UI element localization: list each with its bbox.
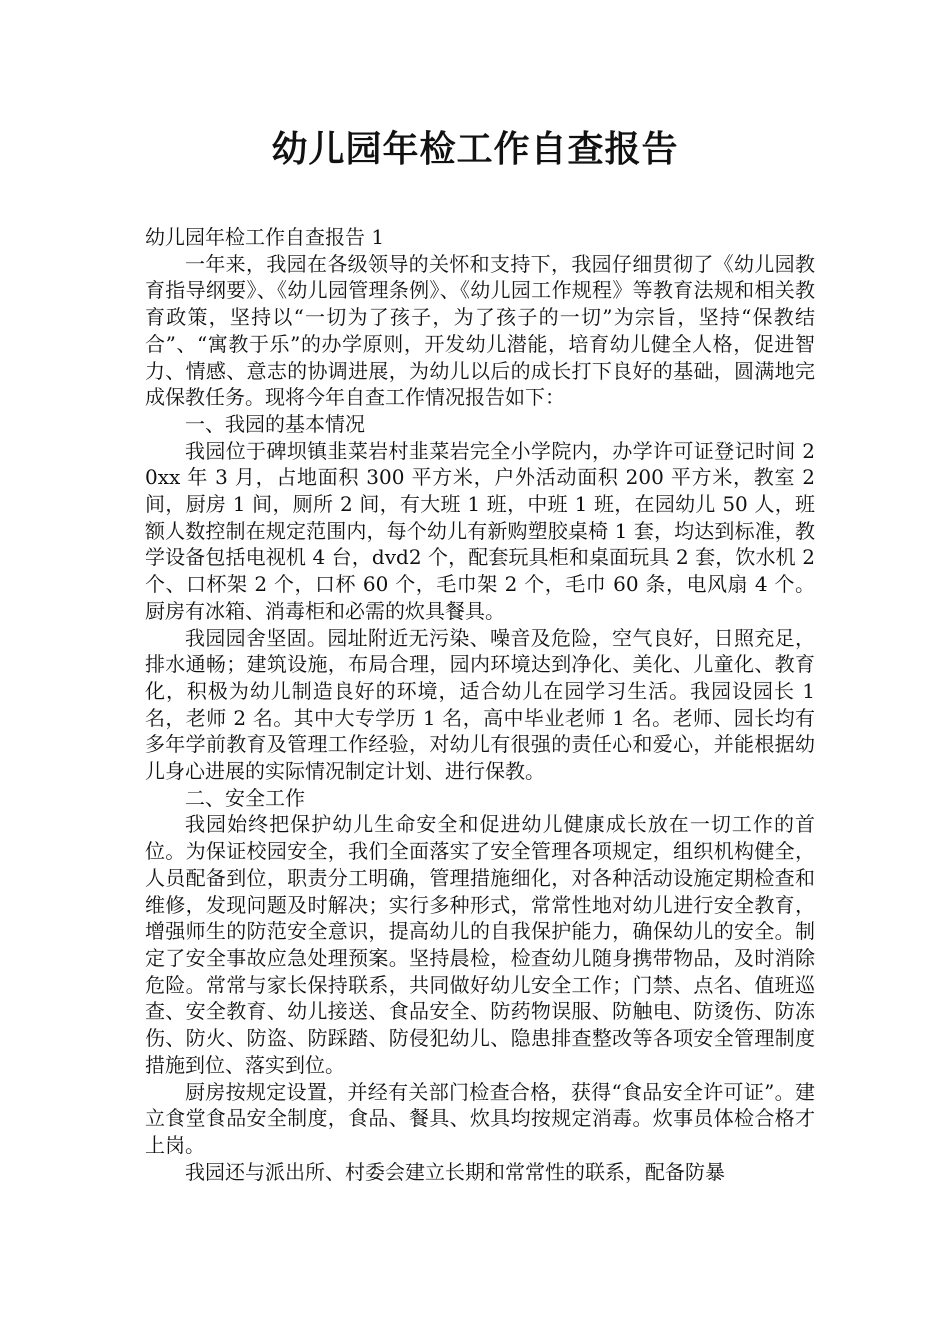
paragraph-police-liaison: 我园还与派出所、村委会建立长期和常常性的联系，配备防暴: [185, 1159, 725, 1184]
section-heading-safety: 二、安全工作: [185, 785, 305, 810]
paragraph-intro: 一年来，我园在各级领导的关怀和支持下，我园仔细贯彻了《幼儿园教育指导纲要》、《幼儿园管理条例》、《幼儿园工作规程》等教育法规和相关教育政策，坚持以“一切为了孩子，为了孩子的一切”为宗旨，坚持“保教结合”、“寓教于乐”的办学原则，开发幼儿潜能，培育幼儿健全人格，促进智力、情感、意志的协调进展，为幼儿以后的成长打下良好的基础，圆满地完成保教任务。现将今年自查工作情况报告如下：: [145, 251, 815, 410]
section-heading-basic-info: 一、我园的基本情况: [185, 411, 365, 436]
document-title: 幼儿园年检工作自查报告: [271, 129, 679, 170]
document-body: [145, 224, 815, 1185]
paragraph-facilities-staff: 我园园舍坚固。园址附近无污染、噪音及危险，空气良好，日照充足，排水通畅；建筑设施，布局合理，园内环境达到净化、美化、儿童化、教育化，积极为幼儿制造良好的环境，适合幼儿在园学习生活。我园设园长 1 名，老师 2 名。其中大专学历 1 名，高中毕业老师 1 名。老师、园长均有多年学前教育及管理工作经验，对幼儿有很强的责任心和爱心，并能根据幼儿身心进展的实际情况制定计划、进行保教。: [145, 625, 815, 784]
paragraph-basic-info: 我园位于碑坝镇韭菜岩村韭菜岩完全小学院内，办学许可证登记时间 20xx 年 3 月，占地面积 300 平方米，户外活动面积 200 平方米，教室 2 间，厨房 1 间，厕所 2 间，有大班 1 班，中班 1 班，在园幼儿 50 人，班额人数控制在规定范围内，每个幼儿有新购塑胶桌椅 1 套，均达到标准，教学设备包括电视机 4 台，dvd2 个，配套玩具柜和桌面玩具 2 套，饮水机 2 个、口杯架 2 个，口杯 60 个，毛巾架 2 个，毛巾 60 条，电风扇 4 个。厨房有冰箱、消毒柜和必需的炊具餐具。: [145, 438, 815, 623]
paragraph-kitchen: 厨房按规定设置，并经有关部门检查合格，获得“食品安全许可证”。建立食堂食品安全制度，食品、餐具、炊具均按规定消毒。炊事员体检合格才上岗。: [145, 1079, 815, 1157]
report-subtitle: 幼儿园年检工作自查报告 1: [145, 225, 385, 249]
paragraph-safety: 我园始终把保护幼儿生命安全和促进幼儿健康成长放在一切工作的首位。为保证校园安全，我们全面落实了安全管理各项规定，组织机构健全，人员配备到位，职责分工明确，管理措施细化，对各种活动设施定期检查和维修，发现问题及时解决；实行多种形式，常常性地对幼儿进行安全教育，增强师生的防范安全意识，提高幼儿的自我保护能力，确保幼儿的安全。制定了安全事故应急处理预案。坚持晨检，检查幼儿随身携带物品，及时消除危险。常常与家长保持联系，共同做好幼儿安全工作；门禁、点名、值班巡查、安全教育、幼儿接送、食品安全、防药物误服、防触电、防烫伤、防冻伤、防火、防盗、防踩踏、防侵犯幼儿、隐患排查整改等各项安全管理制度措施到位、落实到位。: [145, 812, 815, 1077]
